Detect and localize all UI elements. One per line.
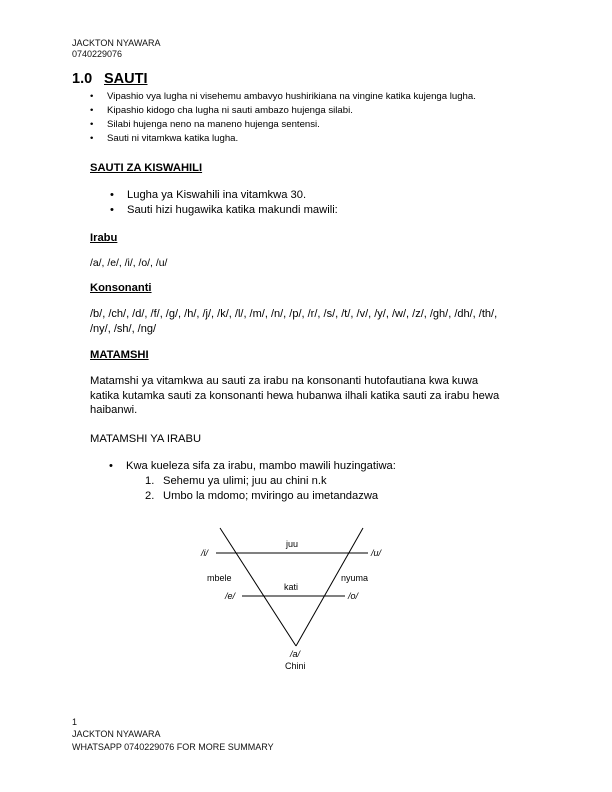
label-juu: juu (286, 539, 299, 549)
list-item: • Kipashio kidogo cha lugha ni sauti ambazo hujenga silabi. (107, 104, 476, 118)
footer-note: WHATSAPP 0740229076 FOR MORE SUMMARY (72, 742, 274, 752)
list-item: • Lugha ya Kiswahili ina vitamkwa 30. (127, 188, 338, 203)
section-title: SAUTI (104, 71, 148, 87)
label-mbele: mbele (207, 573, 232, 583)
section-number: 1.0 (72, 71, 93, 87)
heading-matamshi-ya-irabu: MATAMSHI YA IRABU (90, 433, 202, 445)
list-item: • Kwa kueleza sifa za irabu, mambo mawili huzingatiwa: (126, 459, 396, 474)
konsonanti-line-2: /ny/, /sh/, /ng/ (90, 323, 157, 335)
label-nyuma: nyuma (341, 573, 369, 583)
item-number: 1. (145, 475, 155, 487)
list-item: • Vipashio vya lugha ni visehemu ambavyo hushirikiana na vingine katika kujenga lugha. (107, 90, 476, 104)
heading-matamshi: MATAMSHI (90, 349, 149, 361)
label-chini: Chini (285, 661, 306, 671)
irabu-list: /a/, /e/, /i/, /o/, /u/ (90, 258, 168, 269)
konsonanti-line-1: /b/, /ch/, /d/, /f/, /g/, /h/, /j/, /k/, /l/, /m/, /n/, /p/, /r/, /s/, /t/, /v/, /y/, /w/, /z/, /gh/, /dh/, /th/, (90, 308, 498, 320)
list-item: • Sauti ni vitamkwa katika lugha. (107, 132, 476, 146)
paragraph-line: Matamshi ya vitamkwa au sauti za irabu na konsonanti hutofautiana kwa kuwa (90, 375, 479, 387)
paragraph-line: haibanwi. (90, 404, 138, 416)
list-item: • Silabi hujenga neno na maneno hujenga sentensi. (107, 118, 476, 132)
item-number: 2. (145, 489, 155, 502)
footer-page-number: 1 (72, 717, 78, 727)
header-author: JACKTON NYAWARA (72, 38, 161, 48)
vowel-label-a: /a/ (290, 649, 301, 659)
item-text: Umbo la mdomo; mviringo au imetandazwa (163, 489, 379, 502)
paragraph-line: katika kutamka sauti za konsonanti hewa hubanwa ilhali katika sauti za irabu hewa (90, 389, 500, 402)
vowel-label-u: /u/ (371, 548, 382, 558)
header-phone: 0740229076 (72, 49, 123, 59)
vowel-label-o: /o/ (348, 591, 359, 601)
item-text: Sehemu ya ulimi; juu au chini n.k (163, 475, 327, 487)
heading-irabu: Irabu (90, 232, 118, 244)
vowel-label-e: /e/ (225, 591, 236, 601)
vowel-label-i: /i/ (201, 548, 209, 558)
label-kati: kati (284, 582, 299, 592)
heading-konsonanti: Konsonanti (90, 282, 152, 294)
heading-sauti-za-kiswahili: SAUTI ZA KISWAHILI (90, 162, 203, 174)
footer-author: JACKTON NYAWARA (72, 729, 161, 739)
list-item: • Sauti hizi hugawika katika makundi mawili: (127, 203, 338, 218)
